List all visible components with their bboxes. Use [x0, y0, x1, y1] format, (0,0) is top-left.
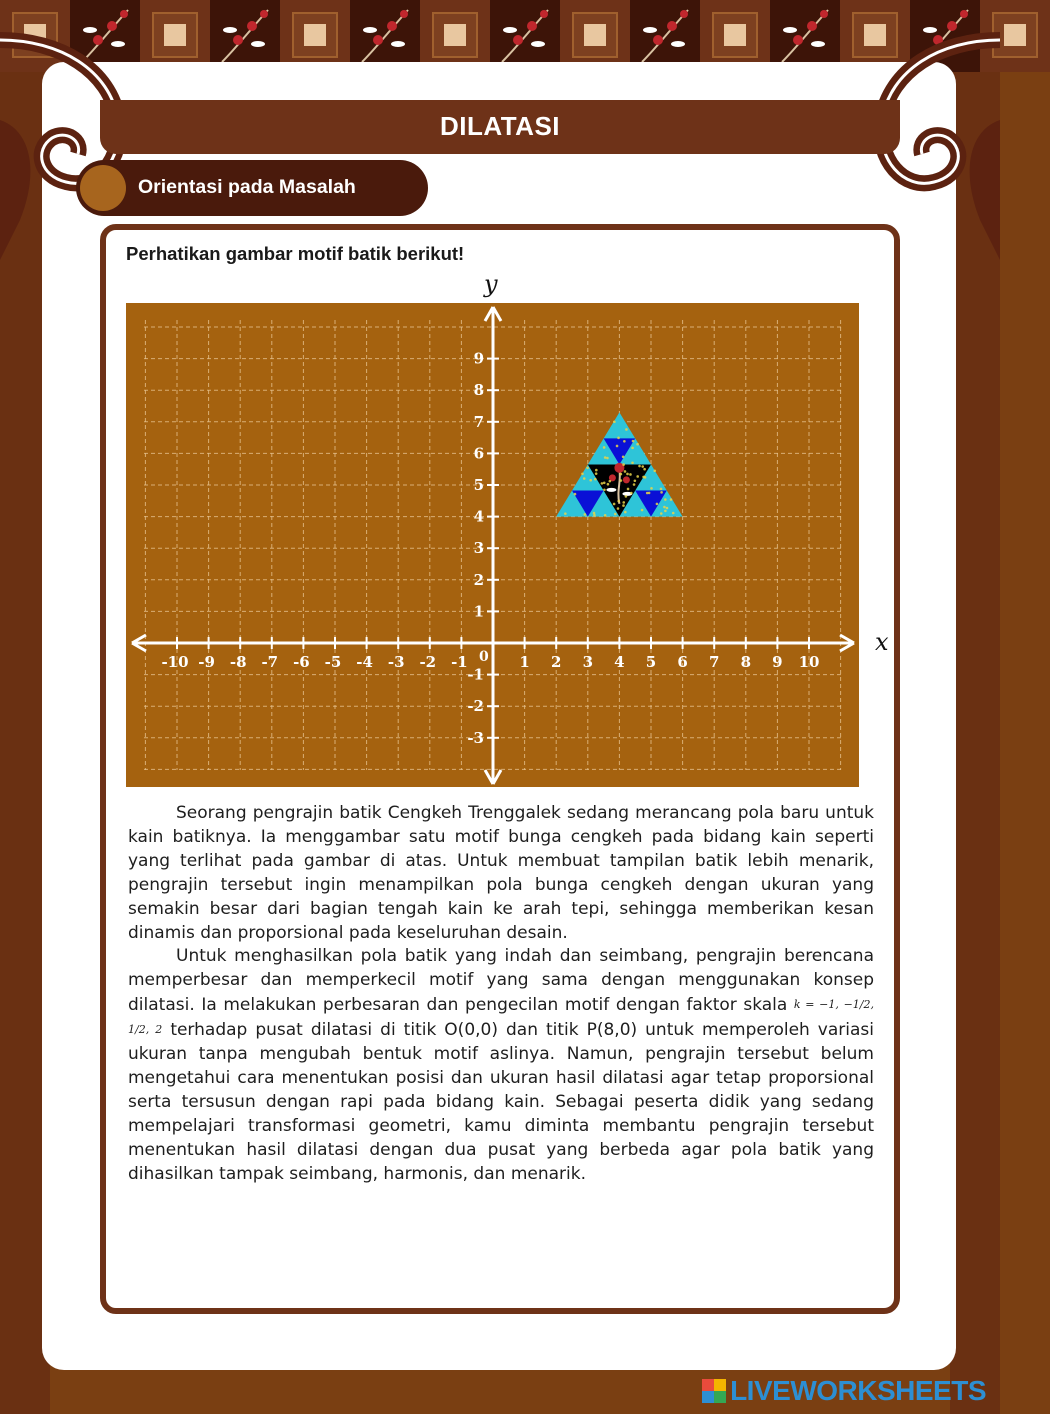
motif-speckle	[631, 461, 634, 464]
motif-speckle	[627, 488, 630, 491]
y-tick-label: 7	[473, 412, 484, 431]
x-tick-label: 3	[582, 653, 594, 671]
motif-speckle	[624, 511, 627, 514]
motif-speckle	[589, 479, 592, 482]
motif-speckle	[646, 492, 649, 495]
motif-speckle	[603, 482, 606, 485]
x-tick-label: -9	[198, 653, 215, 671]
x-tick-label: -6	[293, 653, 310, 671]
motif-speckle	[626, 473, 629, 476]
motif-speckle	[603, 489, 606, 492]
motif-speckle	[664, 498, 667, 501]
x-tick-label: 1	[519, 653, 530, 671]
motif-speckle	[643, 468, 646, 471]
motif-speckle	[664, 510, 667, 513]
motif-speckle	[583, 477, 586, 480]
motif-speckle	[593, 514, 596, 517]
x-tick-label: 5	[645, 653, 657, 671]
y-tick-label: 5	[473, 476, 484, 494]
motif-speckle	[604, 514, 607, 517]
motif-speckle	[633, 483, 636, 486]
motif-speckle	[574, 493, 577, 496]
x-tick-label: -8	[229, 653, 247, 671]
x-tick-label: 10	[798, 653, 820, 671]
motif-speckle	[622, 463, 625, 466]
motif-speckle	[613, 420, 616, 423]
motif-speckle	[620, 479, 623, 482]
motif-speckle	[595, 472, 598, 475]
y-tick-label: 6	[473, 444, 484, 463]
y-tick-label: 9	[473, 349, 484, 368]
motif-speckle	[607, 483, 610, 486]
motif-speckle	[623, 440, 626, 443]
motif-speckle	[609, 480, 612, 483]
motif-speckle	[624, 470, 627, 473]
coordinate-plane	[126, 270, 889, 790]
watermark-text: LIVEWORKSHEETS	[730, 1375, 986, 1406]
motif-speckle	[613, 503, 616, 506]
y-tick-label: 8	[473, 381, 484, 400]
motif-speckle	[581, 473, 584, 476]
motif-speckle	[614, 513, 617, 516]
motif-speckle	[617, 437, 620, 440]
y-axis-label: y	[484, 270, 498, 298]
motif-speckle	[663, 506, 666, 509]
motif-speckle	[629, 473, 632, 476]
motif-speckle	[593, 512, 596, 515]
motif-speckle	[641, 465, 644, 468]
section-bullet-icon	[80, 165, 126, 211]
motif-speckle	[584, 513, 587, 516]
motif-speckle	[617, 500, 620, 503]
motif-speckle	[631, 447, 634, 450]
motif-speckle	[641, 509, 644, 512]
clove-leaf-icon	[606, 488, 616, 492]
x-tick-label: -5	[324, 653, 342, 671]
motif-speckle	[606, 457, 609, 460]
motif-speckle	[620, 473, 623, 476]
motif-speckle	[617, 507, 620, 510]
motif-speckle	[622, 501, 625, 504]
motif-speckle	[595, 469, 598, 472]
motif-speckle	[642, 476, 645, 479]
x-tick-label: 4	[614, 653, 625, 671]
x-tick-label: -4	[356, 653, 373, 671]
motif-speckle	[632, 440, 635, 443]
problem-text	[128, 802, 874, 1187]
paragraph-2-start: Untuk menghasilkan pola batik yang indah dan seimbang, pengrajin berencana memperbesar dan memperkecil motif yang sama dengan menggunakan konsep dilatasi. Ia melakukan perbesaran dan pengecilan motif dengan faktor skala	[128, 946, 874, 1016]
motif-speckle	[660, 512, 663, 515]
motif-speckle	[650, 487, 653, 490]
paragraph-2-end: terhadap pusat dilatasi di titik O(0,0) dan titik P(8,0) untuk memperoleh variasi ukuran tanpa mengubah bentuk motif aslinya. Namun, pengrajin tersebut belum mengetahui cara menentukan posisi dan ukuran hasil dilatasi agar tetap proporsional serta tersusun dengan rapi pada bidang kain. Sebagai peserta didik yang sedang mempelajari transformasi geometri, kamu diminta membantu pengrajin tersebut menentukan hasil dilatasi dengan dua pusat yang berbeda agar pola batik yang dihasilkan tampak seimbang, harmonis, dan menarik.	[128, 1020, 874, 1184]
section-title: Orientasi pada Masalah	[138, 176, 356, 198]
motif-speckle	[666, 507, 669, 510]
motif-speckle	[616, 445, 619, 448]
page-title: DILATASI	[100, 100, 900, 154]
motif-speckle	[603, 446, 606, 449]
y-tick-label: -2	[467, 697, 484, 716]
motif-speckle	[660, 488, 663, 491]
x-tick-label: -2	[419, 653, 437, 671]
motif-speckle	[672, 512, 675, 515]
clove-bud-icon	[623, 476, 630, 483]
motif-speckle	[638, 465, 641, 468]
motif-speckle	[670, 498, 673, 501]
motif-speckle	[630, 492, 633, 495]
motif-speckle	[636, 443, 639, 446]
motif-speckle	[601, 482, 604, 485]
x-tick-label: 6	[677, 653, 688, 671]
motif-speckle	[656, 503, 659, 506]
y-tick-label: 4	[473, 507, 484, 526]
y-tick-label: -1	[467, 665, 484, 684]
liveworksheets-logo	[702, 1376, 986, 1406]
x-tick-label: 9	[772, 653, 783, 671]
x-tick-label: -1	[451, 653, 468, 671]
motif-speckle	[634, 479, 637, 482]
y-tick-label: 1	[473, 602, 484, 621]
origin-label: 0	[479, 649, 489, 665]
x-tick-label: 8	[740, 653, 752, 671]
motif-speckle	[653, 469, 656, 472]
y-tick-label: 2	[473, 570, 484, 589]
motif-speckle	[636, 475, 639, 478]
y-tick-label: -3	[467, 728, 484, 747]
x-tick-label: -10	[161, 653, 189, 671]
x-tick-label: 7	[708, 653, 720, 671]
section-header	[76, 160, 428, 216]
x-tick-label: -7	[261, 653, 279, 671]
motif-speckle	[564, 512, 567, 515]
x-axis-label: x	[875, 628, 889, 656]
liveworksheets-icon	[702, 1379, 726, 1403]
motif-speckle	[622, 455, 625, 458]
motif-speckle	[586, 466, 589, 469]
paragraph-2	[128, 945, 874, 1186]
paragraph-1: Seorang pengrajin batik Cengkeh Trenggalek sedang merancang pola baru untuk kain batiknya. Ia menggambar satu motif bunga cengkeh pada bidang kain seperti yang terlihat pada gambar di atas. Untuk membuat tampilan batik lebih menarik, pengrajin tersebut ingin menampilkan pola bunga cengkeh dengan ukuran yang semakin besar dari bagian tengah kain ke arah tepi, sehingga memberikan kesan dinamis dan proporsional pada keseluruhan desain.	[128, 803, 874, 943]
motif-speckle	[594, 478, 597, 481]
scale-factor-formula: k = −1, −1/2, 1/2, 2	[128, 998, 874, 1037]
motif-speckle	[625, 495, 628, 498]
y-tick-label: 3	[473, 539, 484, 558]
instruction-text: Perhatikan gambar motif batik berikut!	[126, 243, 465, 264]
motif-speckle	[625, 428, 628, 431]
x-tick-label: 2	[550, 653, 562, 671]
motif-speckle	[660, 491, 663, 494]
x-tick-label: -3	[387, 653, 405, 671]
motif-speckle	[604, 456, 607, 459]
motif-speckle	[622, 504, 625, 507]
